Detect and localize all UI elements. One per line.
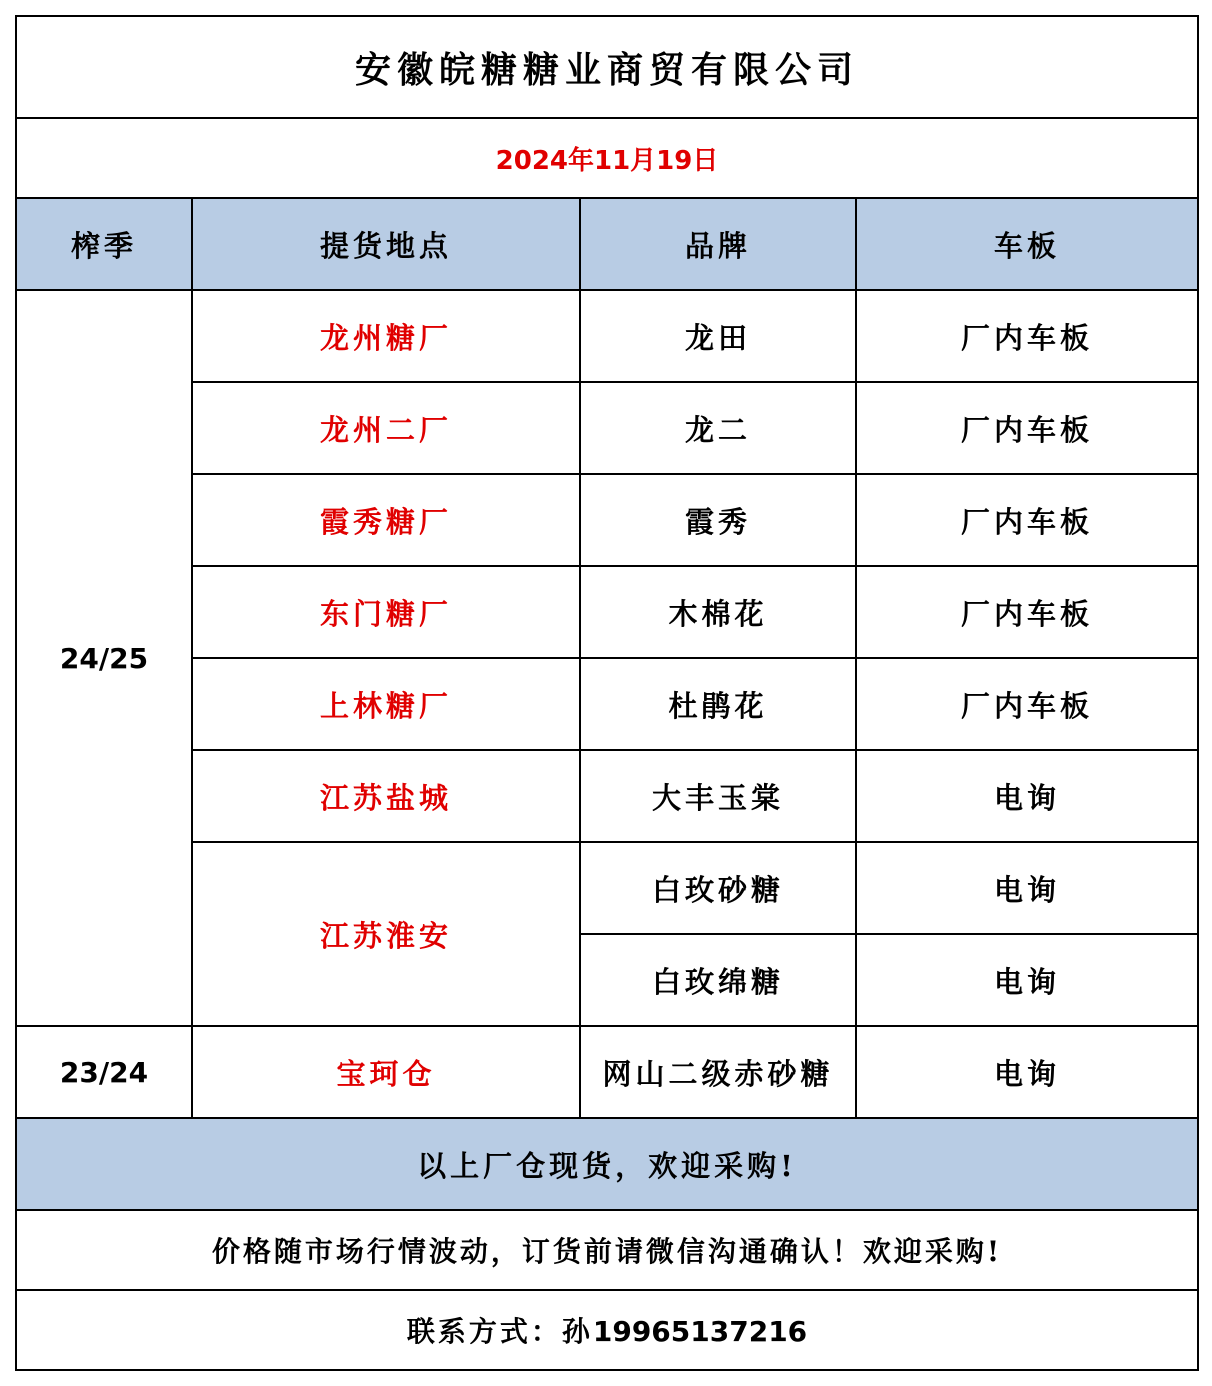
board-cell: 厂内车板	[856, 474, 1198, 566]
header-row	[16, 198, 1198, 290]
brand-cell: 杜鹃花	[580, 658, 856, 750]
notice-text: 以上厂仓现货，欢迎采购!	[16, 1118, 1198, 1210]
table-row	[16, 566, 1198, 658]
table-row	[16, 382, 1198, 474]
header-board: 车板	[856, 198, 1198, 290]
company-title: 安徽皖糖糖业商贸有限公司	[16, 16, 1198, 118]
location-cell: 东门糖厂	[192, 566, 580, 658]
brand-cell: 霞秀	[580, 474, 856, 566]
table-row	[16, 290, 1198, 382]
brand-cell: 白玫砂糖	[580, 842, 856, 934]
header-brand: 品牌	[580, 198, 856, 290]
location-cell: 霞秀糖厂	[192, 474, 580, 566]
location-cell: 龙州二厂	[192, 382, 580, 474]
brand-cell: 大丰玉棠	[580, 750, 856, 842]
location-cell: 宝珂仓	[192, 1026, 580, 1118]
table-row	[16, 658, 1198, 750]
brand-cell: 龙二	[580, 382, 856, 474]
tip-row	[16, 1210, 1198, 1290]
header-location: 提货地点	[192, 198, 580, 290]
contact-phone: 19965137216	[592, 1315, 808, 1348]
notice-row	[16, 1118, 1198, 1210]
contact-row	[16, 1290, 1198, 1370]
board-cell: 厂内车板	[856, 382, 1198, 474]
price-tip: 价格随市场行情波动，订货前请微信沟通确认！欢迎采购!	[16, 1210, 1198, 1290]
table-row	[16, 750, 1198, 842]
location-cell: 江苏盐城	[192, 750, 580, 842]
board-cell: 电询	[856, 750, 1198, 842]
title-row	[16, 16, 1198, 118]
brand-cell: 龙田	[580, 290, 856, 382]
location-cell: 上林糖厂	[192, 658, 580, 750]
board-cell: 电询	[856, 934, 1198, 1026]
board-cell: 厂内车板	[856, 566, 1198, 658]
contact-info	[16, 1290, 1198, 1370]
header-season: 榨季	[16, 198, 192, 290]
location-cell: 江苏淮安	[192, 842, 580, 1026]
board-cell: 厂内车板	[856, 290, 1198, 382]
board-cell: 厂内车板	[856, 658, 1198, 750]
table-row	[16, 1026, 1198, 1118]
board-cell: 电询	[856, 842, 1198, 934]
brand-cell: 白玫绵糖	[580, 934, 856, 1026]
contact-label: 联系方式：孙	[406, 1315, 593, 1348]
price-sheet	[15, 15, 1199, 1371]
report-date: 2024年11月19日	[16, 118, 1198, 198]
table-row	[16, 474, 1198, 566]
season-cell: 23/24	[16, 1026, 192, 1118]
brand-cell: 网山二级赤砂糖	[580, 1026, 856, 1118]
location-cell: 龙州糖厂	[192, 290, 580, 382]
brand-cell: 木棉花	[580, 566, 856, 658]
table-row	[16, 842, 1198, 934]
board-cell: 电询	[856, 1026, 1198, 1118]
season-cell: 24/25	[16, 290, 192, 1026]
date-row	[16, 118, 1198, 198]
